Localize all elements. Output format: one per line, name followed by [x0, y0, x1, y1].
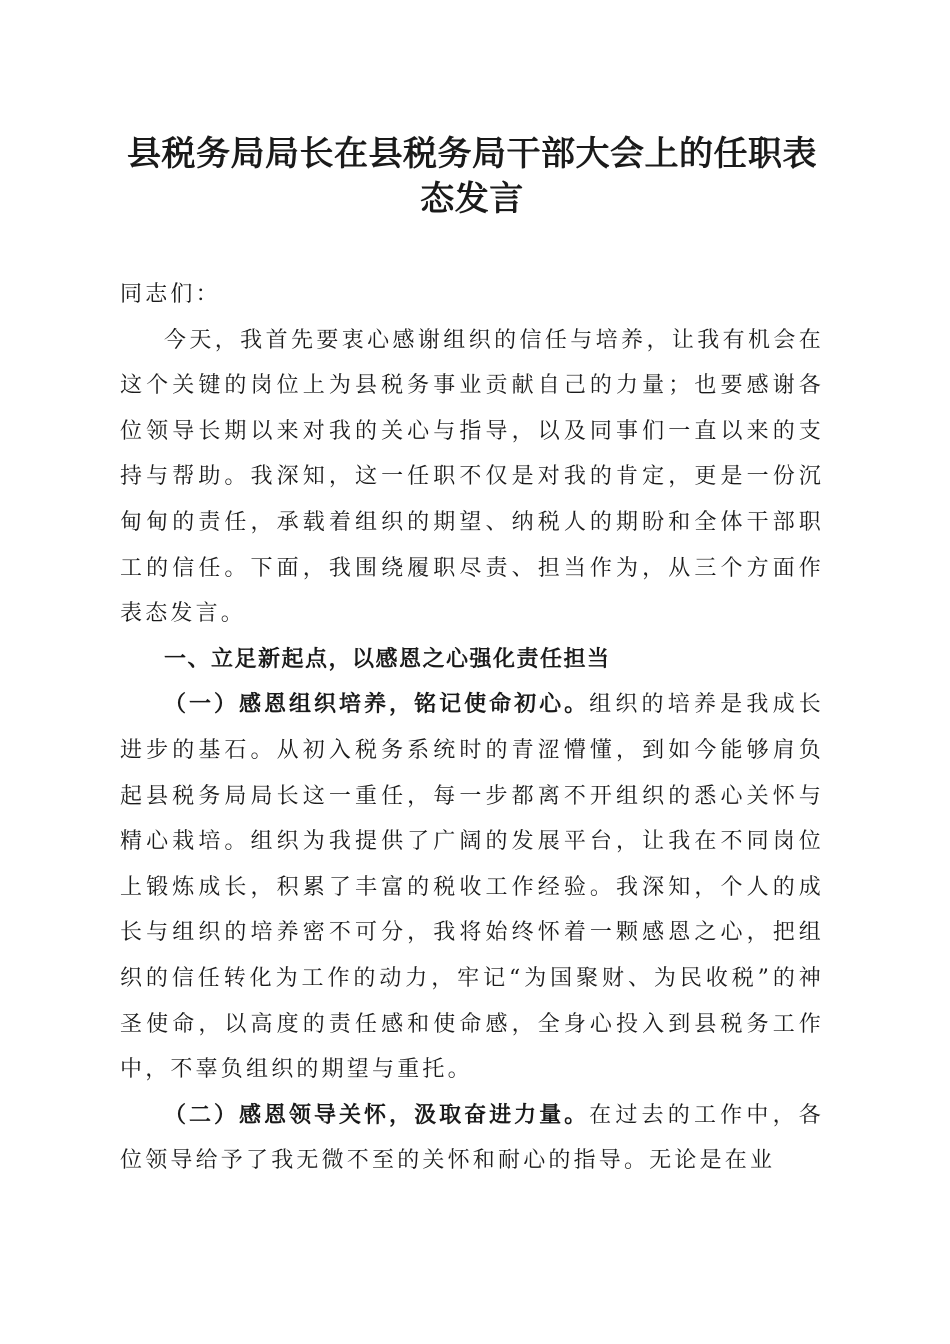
document-title: 县税务局局长在县税务局干部大会上的任职表态发言 — [127, 134, 817, 219]
sub-text-2: 在过去的工作中，各位领导给予了我无微不至的关怀和耐心的指导。无论是在业 — [120, 1102, 824, 1174]
paragraph-sub-1 — [120, 682, 824, 1092]
section-heading: 一、立足新起点，以感恩之心强化责任担当 — [164, 646, 611, 672]
intro-paragraph: 今天，我首先要衷心感谢组织的信任与培养，让我有机会在这个关键的岗位上为县税务事业贡献自己的力量；也要感谢各位领导长期以来对我的关心与指导，以及同事们一直以来的支持与帮助。我深知，这一任职不仅是对我的肯定，更是一份沉甸甸的责任，承载着组织的期望、纳税人的期盼和全体干部职工的信任。下面，我围绕履职尽责、担当作为，从三个方面作表态发言。 — [120, 327, 824, 627]
salutation: 同志们： — [120, 282, 221, 307]
sub-heading-2: （二）感恩领导关怀，汲取奋进力量。 — [164, 1102, 590, 1128]
sub-text-1: 组织的培养是我成长进步的基石。从初入税务系统时的青涩懵懂，到如今能够肩负起县税务局局长这一重任，每一步都离不开组织的悉心关怀与精心栽培。组织为我提供了广阔的发展平台，让我在不同岗位上锻炼成长，积累了丰富的税收工作经验。我深知，个人的成长与组织的培养密不可分，我将始终怀着一颗感恩之心，把组织的信任转化为工作的动力，牢记“为国聚财、为民收税”的神圣使命，以高度的责任感和使命感，全身心投入到县税务工作中，不辜负组织的期望与重托。 — [120, 692, 824, 1083]
sub-heading-1: （一）感恩组织培养，铭记使命初心。 — [164, 692, 590, 718]
paragraph-sub-2 — [120, 1093, 824, 1184]
document-body — [120, 272, 824, 1184]
